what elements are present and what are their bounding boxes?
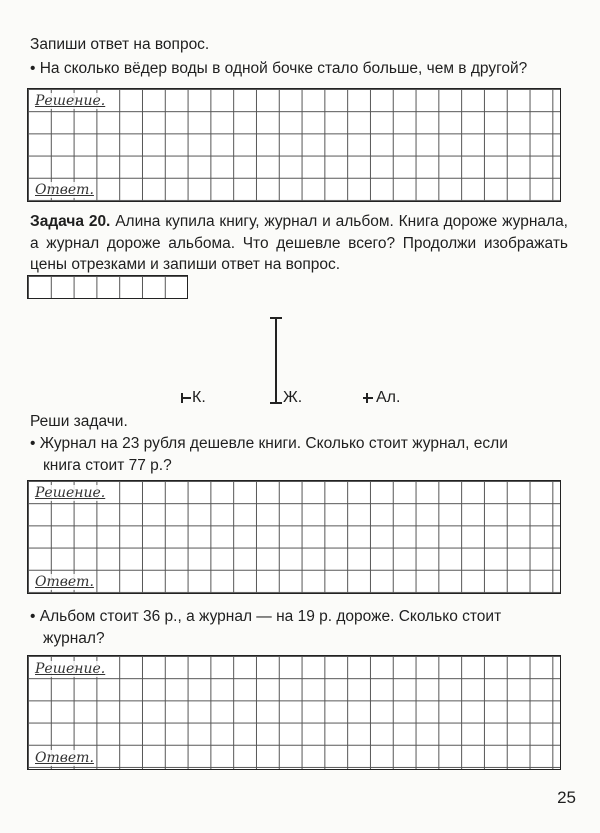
- segment-label-book: К.: [192, 389, 206, 406]
- answer-label: Ответ.: [35, 750, 94, 766]
- segment-label-album: Ал.: [376, 389, 401, 406]
- instruction-write-answer: Запиши ответ на вопрос.: [30, 36, 210, 53]
- solution-label: Решение.: [35, 93, 106, 109]
- question-buckets: • На сколько вёдер воды в одной бочке стало больше, чем в другой?: [30, 58, 527, 80]
- page-number: 25: [557, 788, 576, 807]
- solution-label: Решение.: [35, 485, 106, 501]
- task-20-body: Алина купила книгу, журнал и альбом. Книга дороже журнала, а журнал дороже альбома. Что дешевле всего? Продолжи изображать цены отрезками и запиши ответ на вопрос.: [30, 213, 568, 273]
- answer-label: Ответ.: [35, 182, 94, 198]
- task-20-title: Задача 20.: [30, 213, 111, 230]
- solution-label: Решение.: [35, 661, 106, 677]
- answer-label: Ответ.: [35, 574, 94, 590]
- question-journal-2-cont: журнал?: [43, 630, 105, 647]
- segment-label-journal: Ж.: [283, 389, 303, 406]
- instruction-solve: Реши задачи.: [30, 413, 128, 430]
- answer-grid-3[interactable]: [27, 655, 561, 770]
- question-journal-1-cont: книга стоит 77 р.?: [43, 457, 172, 474]
- answer-grid-2[interactable]: [27, 480, 561, 594]
- question-journal-2: • Альбом стоит 36 р., а журнал — на 19 р. дороже. Сколько стоит: [30, 606, 501, 628]
- question-journal-1: • Журнал на 23 рубля дешевле книги. Сколько стоит журнал, если: [30, 433, 508, 455]
